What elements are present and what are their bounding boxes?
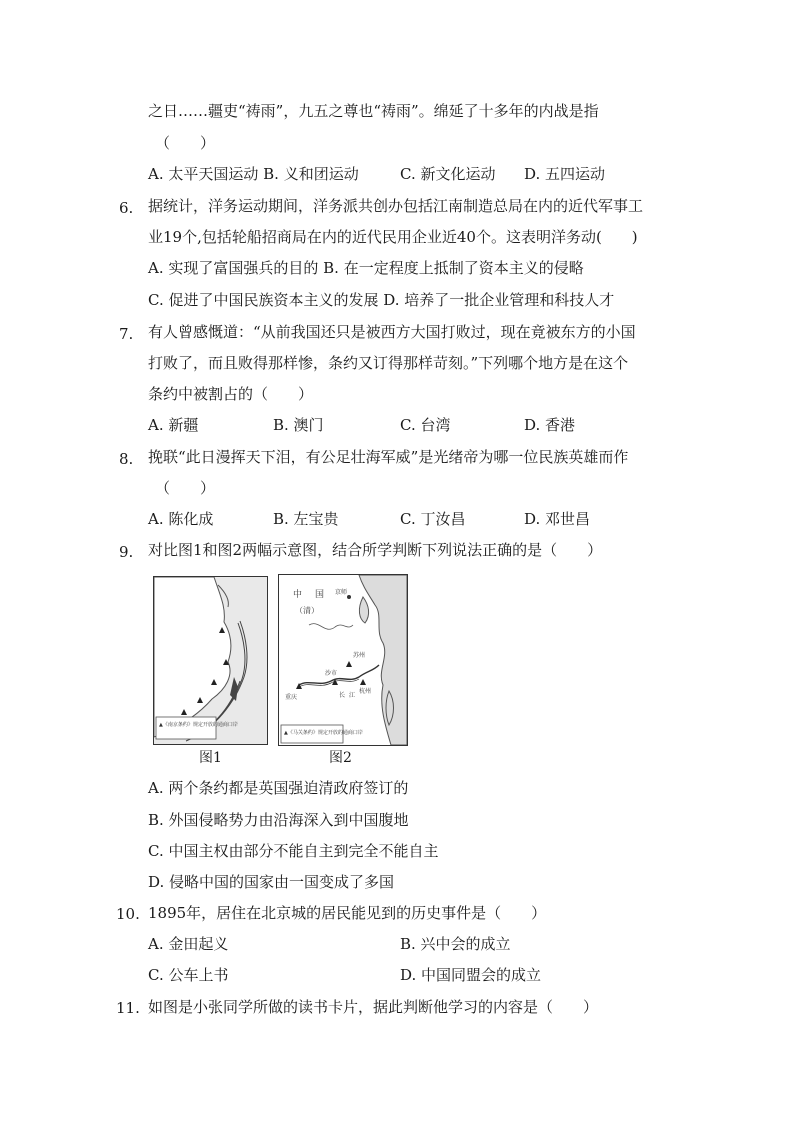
q6-line2: 业19个,包括轮船招商局在内的近代民用企业近40个。这表明洋务动( ) (148, 228, 638, 246)
q9-number: 9. (119, 543, 134, 561)
q7-option-d: D. 香港 (524, 416, 576, 434)
figure2-legend: ▲《马关条约》规定开放的通商口岸 (284, 730, 363, 736)
q6-option-cd: C. 促进了中国民族资本主义的发展 D. 培养了一批企业管理和科技人才 (148, 291, 615, 309)
q6-line1: 据统计，洋务运动期间，洋务派共创办包括江南制造总局在内的近代军事工 (148, 197, 644, 215)
q7-line2: 打败了，而且败得那样惨，条约又订得那样苛刻。”下列哪个地方是在这个 (148, 354, 629, 372)
q9-option-b: B. 外国侵略势力由沿海深入到中国腹地 (148, 811, 409, 829)
q5-option-d: D. 五四运动 (524, 165, 606, 183)
figure2-label-guo: 国 (315, 590, 325, 600)
q8-line1: 挽联“此日漫挥天下泪，有公足壮海军威”是光绪帝为哪一位民族英雄而作 (148, 448, 629, 466)
figure1-map-drawing (154, 577, 267, 744)
figure2-label-suzhou: 苏州 (353, 652, 366, 659)
q9-option-c: C. 中国主权由部分不能自主到完全不能自主 (148, 842, 439, 860)
q8-number: 8. (119, 450, 134, 468)
figure2-label-zhong: 中 (293, 590, 303, 600)
q6-number: 6. (119, 199, 134, 217)
q10-line1: 1895年，居住在北京城的居民能见到的历史事件是（ ） (148, 904, 547, 922)
q8-paren: （ ） (155, 479, 216, 497)
q7-line3: 条约中被割占的（ ） (148, 385, 314, 403)
q5-option-ab: A. 太平天国运动 B. 义和团运动 (148, 165, 359, 183)
q10-number: 10. (116, 905, 140, 923)
figure1-legend: ▲《南京条约》规定开放的通商口岸 (159, 722, 238, 728)
q7-number: 7. (119, 325, 134, 343)
q11-number: 11. (116, 999, 140, 1017)
figure2-label-chang: 长 (339, 692, 346, 699)
q8-option-c: C. 丁汝昌 (400, 510, 466, 528)
q5-paren: （ ） (155, 134, 216, 152)
q9-line1: 对比图1和图2两幅示意图，结合所学判断下列说法正确的是（ ） (148, 541, 603, 559)
q8-option-d: D. 邓世昌 (524, 510, 591, 528)
q7-option-a: A. 新疆 (148, 416, 199, 434)
figure2-map-drawing (279, 575, 407, 745)
q7-option-c: C. 台湾 (400, 416, 451, 434)
figure2-label-hangzhou: 杭州 (359, 688, 372, 695)
q7-line1: 有人曾感慨道：“从前我国还只是被西方大国打败过，现在竟被东方的小国 (148, 323, 636, 341)
figure2-label-jiang: 江 (349, 692, 356, 699)
q10-option-c: C. 公车上书 (148, 966, 229, 984)
figure2-label-chongqing: 重庆 (285, 694, 298, 701)
q7-option-b: B. 澳门 (273, 416, 324, 434)
q5-line1: 之日……疆吏“祷雨”，九五之尊也“祷雨”。绵延了十多年的内战是指 (148, 102, 599, 120)
q10-option-b: B. 兴中会的成立 (400, 935, 511, 953)
figure1-map (153, 576, 268, 745)
q8-option-b: B. 左宝贵 (273, 510, 339, 528)
q10-option-d: D. 中国同盟会的成立 (400, 966, 542, 984)
q10-option-a: A. 金田起义 (148, 935, 229, 953)
figure2-label-jingshi: 京师 (335, 589, 348, 596)
figure1-caption: 图1 (199, 750, 222, 766)
q5-option-c: C. 新文化运动 (400, 165, 496, 183)
figure2-label-shashi: 沙市 (325, 670, 338, 677)
q11-line1: 如图是小张同学所做的读书卡片，据此判断他学习的内容是（ ） (148, 998, 599, 1016)
figure2-label-qing: （清） (295, 606, 319, 615)
q9-option-d: D. 侵略中国的国家由一国变成了多国 (148, 873, 395, 891)
figure2-map (278, 574, 408, 746)
q6-option-ab: A. 实现了富国强兵的目的 B. 在一定程度上抵制了资本主义的侵略 (148, 259, 584, 277)
q8-option-a: A. 陈化成 (148, 510, 214, 528)
figure2-caption: 图2 (329, 750, 352, 766)
q9-option-a: A. 两个条约都是英国强迫清政府签订的 (148, 779, 409, 797)
